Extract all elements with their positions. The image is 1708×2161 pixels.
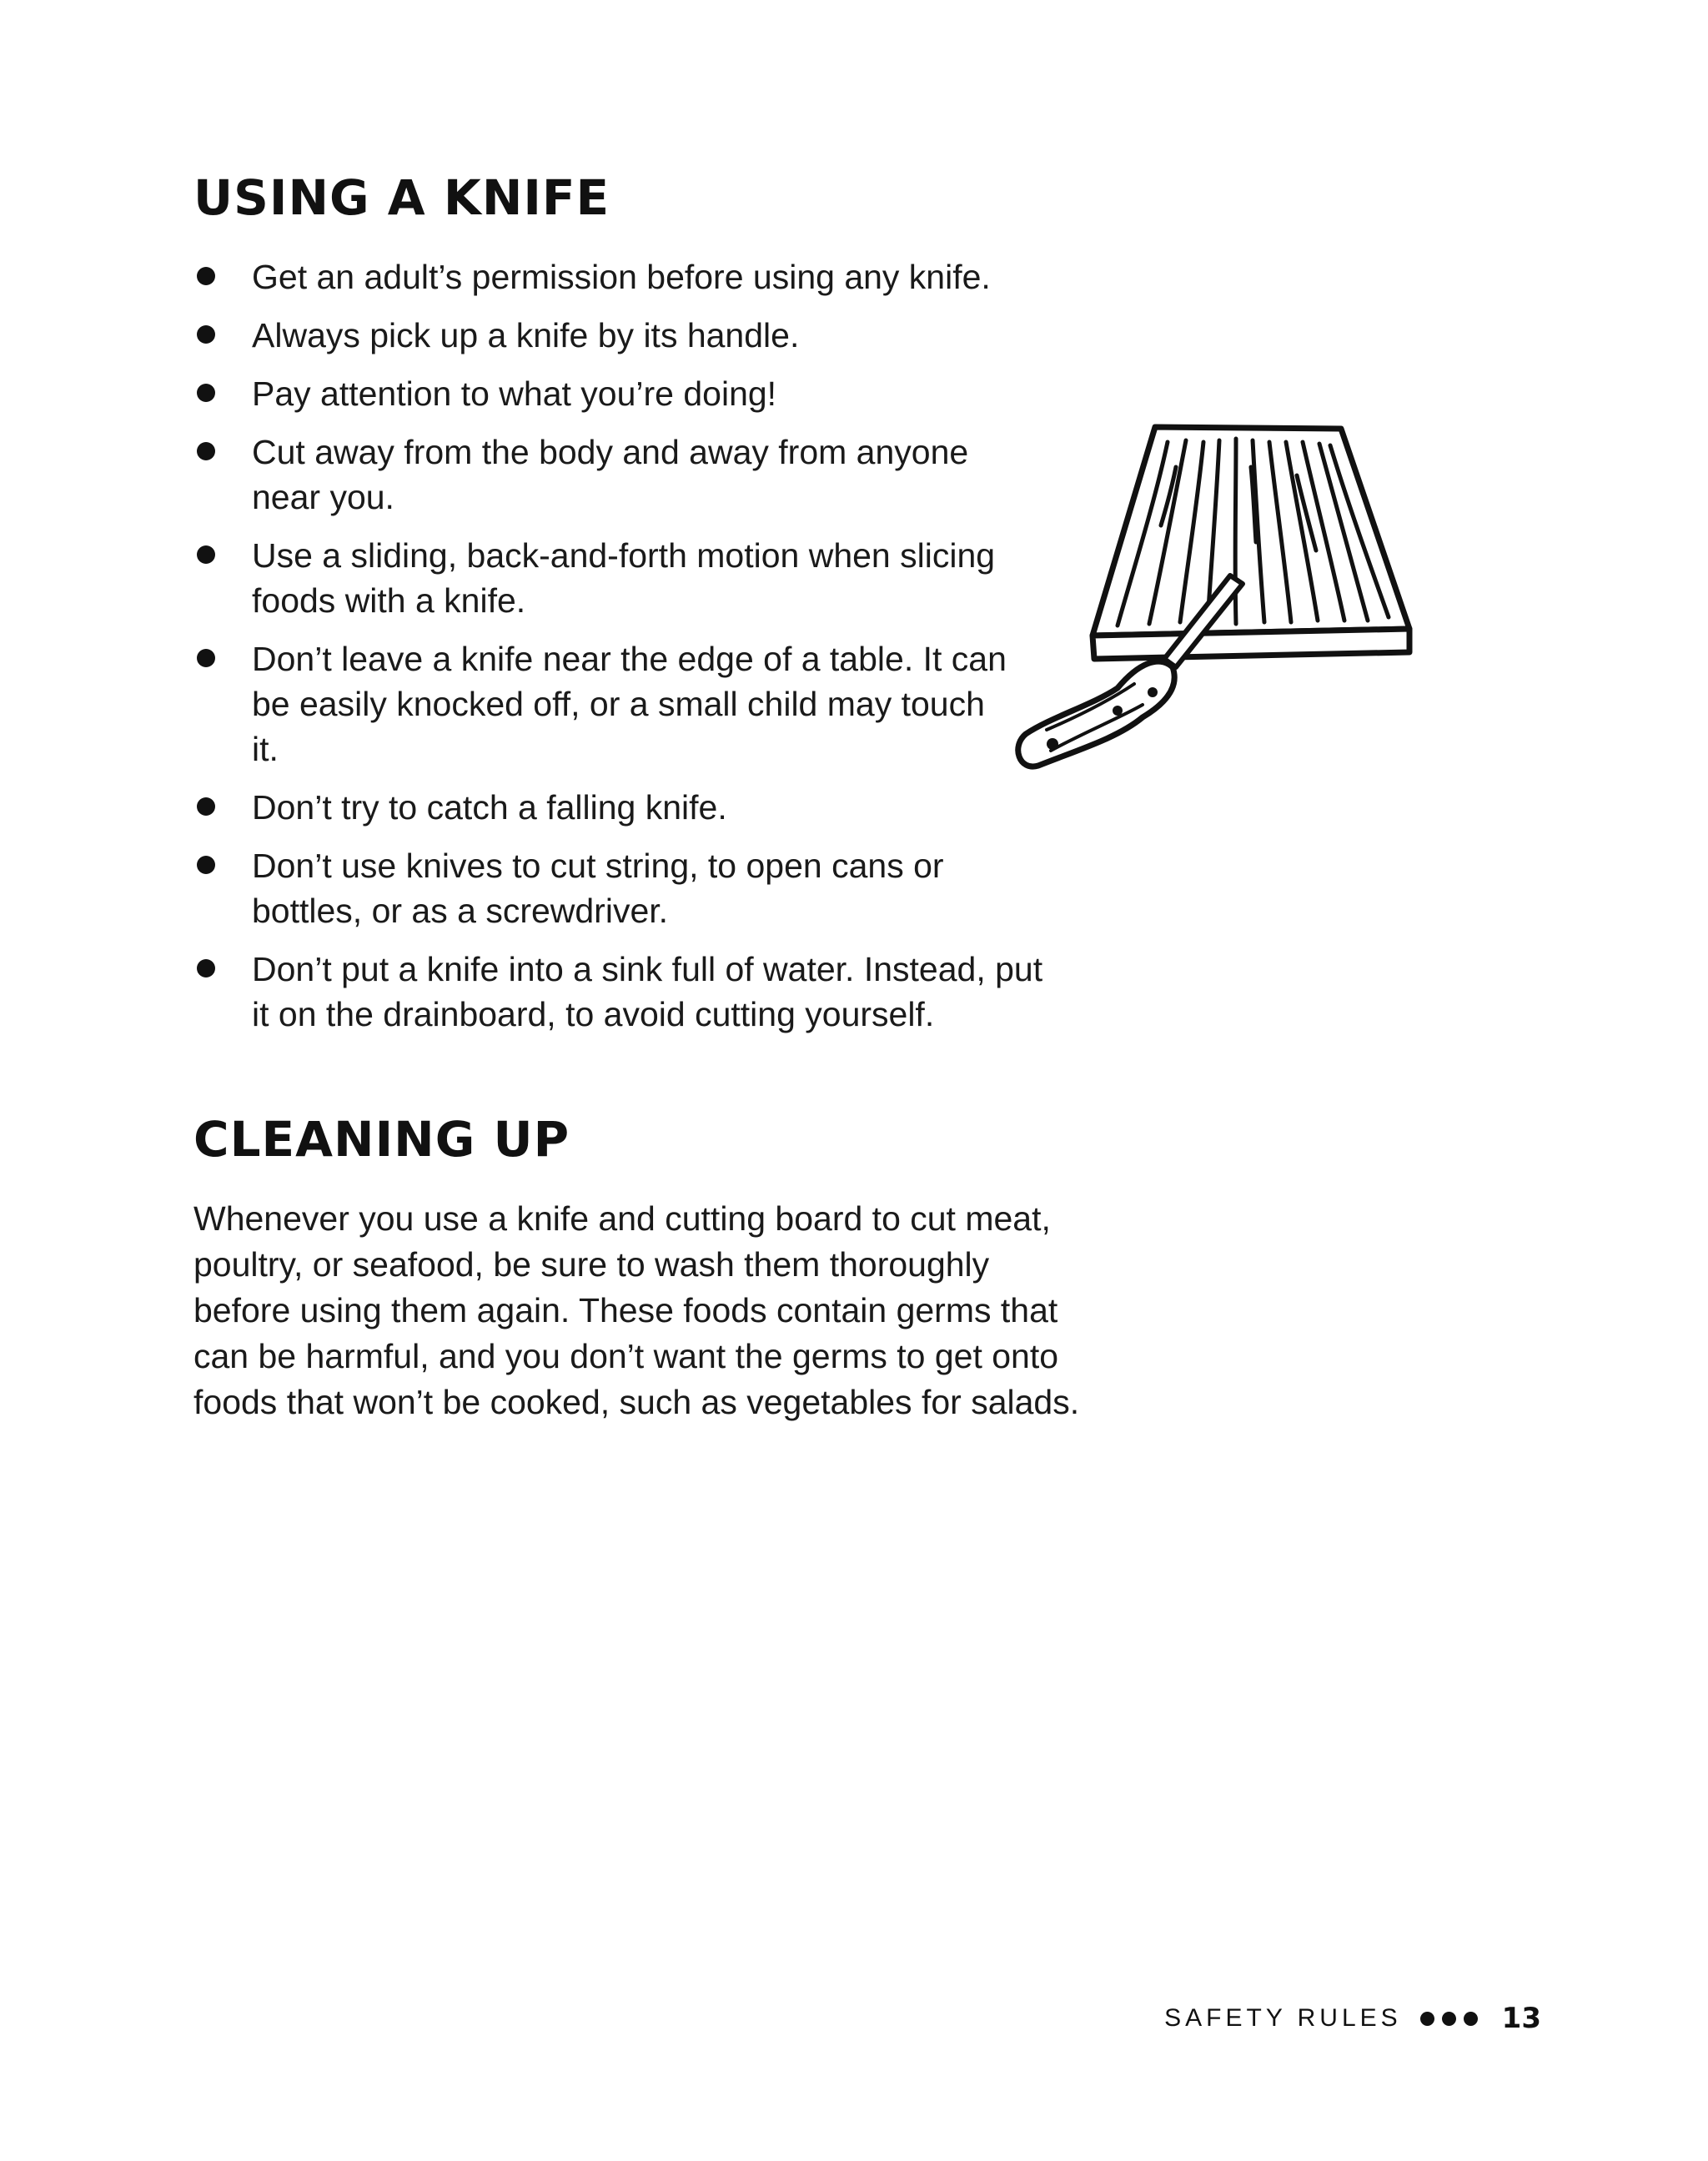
list-item-text: Don’t put a knife into a sink full of water. Instead, put it on the drainboard, to avoid cutting yourself.: [252, 950, 1043, 1033]
list-item: [193, 636, 1019, 771]
list-item-text: Don’t leave a knife near the edge of a table. It can be easily knocked off, or a small child may touch it.: [252, 640, 1007, 768]
footer-dot-icon: [1464, 2012, 1478, 2026]
bullet-icon: [197, 545, 215, 564]
list-item: [193, 313, 1027, 358]
bullet-icon: [197, 649, 215, 667]
bullet-icon: [197, 267, 215, 285]
list-item: [193, 947, 1052, 1037]
knife-and-cutting-board-icon: [1001, 417, 1434, 801]
list-item: [193, 843, 1002, 933]
list-item-text: Use a sliding, back-and-forth motion when slicing foods with a knife.: [252, 536, 996, 620]
list-item-text: Cut away from the body and away from anyone near you.: [252, 433, 969, 516]
section-heading-cleaning-up: CLEANING UP: [193, 1111, 570, 1168]
footer-dot-icon: [1420, 2012, 1434, 2026]
list-item-text: Pay attention to what you’re doing!: [252, 374, 777, 413]
list-item-text: Don’t try to catch a falling knife.: [252, 788, 727, 827]
list-item: [193, 533, 1019, 623]
bullet-icon: [197, 325, 215, 344]
footer-dot-icon: [1442, 2012, 1456, 2026]
page-number: 13: [1501, 2002, 1541, 2035]
bullet-icon: [197, 959, 215, 977]
list-item: [193, 371, 1027, 416]
page-footer: [1164, 2002, 1541, 2035]
bullet-icon: [197, 442, 215, 460]
bullet-icon: [197, 384, 215, 402]
cleaning-paragraph: Whenever you use a knife and cutting board to cut meat, poultry, or seafood, be sure to wash them thoroughly before using them again. These foods contain germs that can be harmful, and you don’t want the germs to get onto foods that won’t be cooked, such as vegetables for salads.: [193, 1199, 1080, 1421]
list-item: [193, 430, 1019, 520]
bullet-icon: [197, 797, 215, 816]
list-item: [193, 254, 1027, 299]
knife-safety-list: [193, 254, 1043, 1050]
bullet-icon: [197, 856, 215, 874]
list-item-text: Always pick up a knife by its handle.: [252, 316, 800, 354]
footer-section-label: SAFETY RULES: [1164, 2004, 1402, 2032]
list-item-text: Get an adult’s permission before using any knife.: [252, 258, 991, 296]
list-item: [193, 785, 1027, 830]
section-heading-using-a-knife: USING A KNIFE: [193, 169, 610, 226]
list-item-text: Don’t use knives to cut string, to open cans or bottles, or as a screwdriver.: [252, 847, 944, 930]
